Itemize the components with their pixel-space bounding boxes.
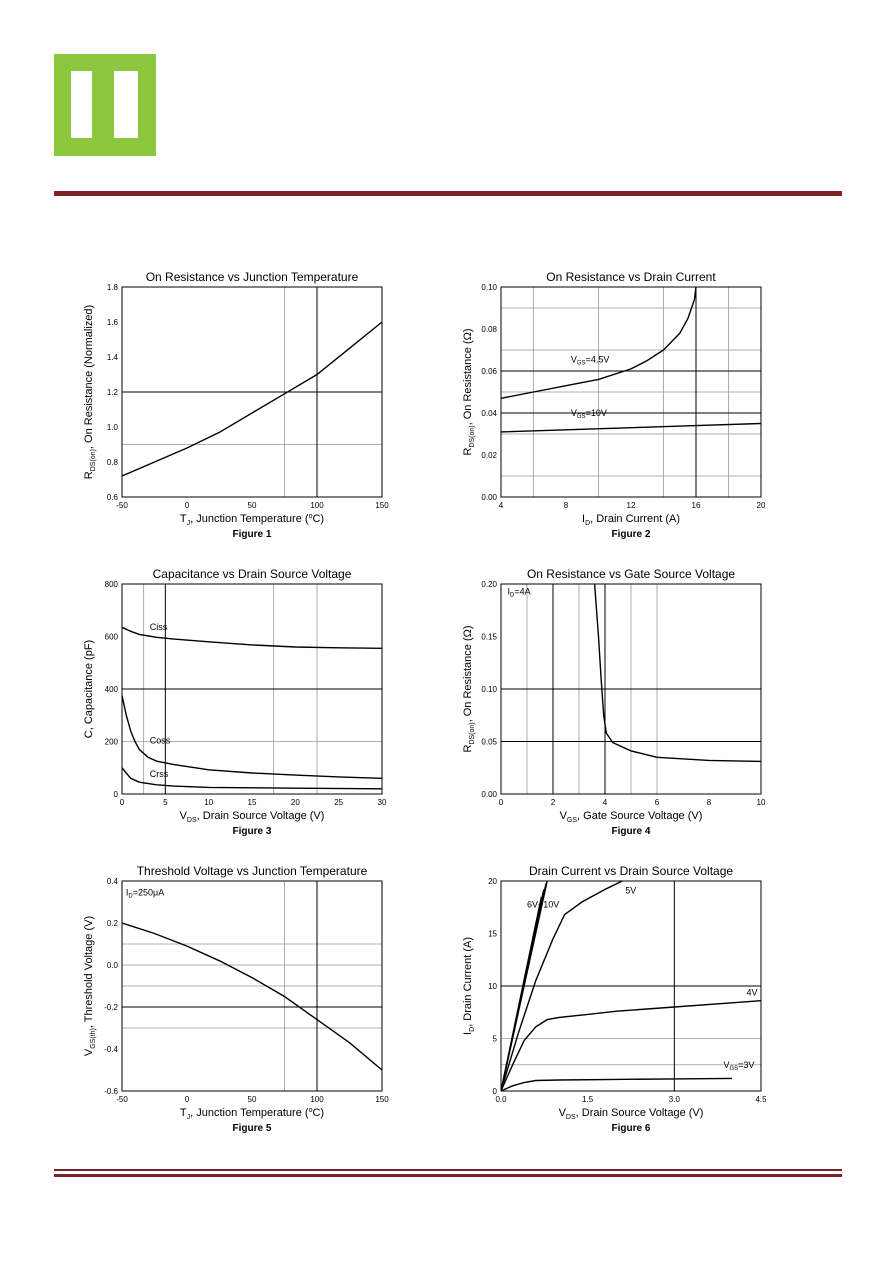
- y-tick-label: 20: [488, 877, 497, 886]
- y-tick-label: 1.4: [106, 353, 118, 362]
- series-line-0: [122, 322, 382, 476]
- annotation-label: Ciss: [149, 621, 168, 632]
- x-tick-label: 8: [706, 798, 712, 807]
- y-tick-label: 0.05: [481, 737, 497, 747]
- y-axis-label: $I_D$, Drain Current (A): [462, 937, 476, 1035]
- chart-title: Capacitance vs Drain Source Voltage: [152, 567, 352, 581]
- annotation-label: $V_{GS}=4.5V$: [570, 354, 610, 367]
- y-tick-label: 0.00: [481, 790, 497, 799]
- series-line-6v: [501, 897, 541, 1091]
- y-tick-label: 0.2: [106, 919, 118, 928]
- y-axis-label: $V_{GS(th)}$, Threshold Voltage (V): [83, 915, 97, 1057]
- y-tick-label: 0.20: [481, 580, 497, 589]
- figure-caption: Figure 1: [232, 529, 272, 540]
- annotation-label: Coss: [149, 735, 171, 746]
- x-tick-label: 150: [375, 1095, 389, 1104]
- figure-4-on-resistance-vs-gate-source-voltage: [449, 559, 779, 844]
- header-rule: [54, 191, 842, 196]
- annotation-label: $V_{GS}=3V$: [723, 1059, 755, 1072]
- annotation-label: 4V: [746, 987, 758, 998]
- y-tick-label: 0.10: [481, 685, 497, 694]
- x-tick-label: 0: [119, 798, 125, 807]
- series-group: [122, 322, 382, 476]
- y-tick-label: 0.00: [481, 493, 497, 502]
- x-tick-label: 50: [247, 501, 257, 510]
- series-line-0: [595, 584, 761, 761]
- y-tick-label: 0.0: [106, 961, 118, 970]
- x-tick-label: 100: [310, 1095, 324, 1104]
- annotation-label: $V_{GS}=10V$: [570, 408, 607, 421]
- y-tick-label: 0.8: [106, 458, 118, 467]
- annotation-label: Crss: [149, 768, 169, 779]
- figure-caption: Figure 3: [232, 826, 272, 837]
- figure-5-threshold-voltage-vs-junction-temperature: [70, 856, 400, 1141]
- x-tick-label: 100: [310, 501, 324, 510]
- figure-caption: Figure 4: [611, 826, 651, 837]
- x-tick-label: 20: [290, 798, 300, 807]
- x-axis-label: $V_{GS}$, Gate Source Voltage (V): [559, 810, 703, 824]
- x-axis-label: $V_{DS}$, Drain Source Voltage (V): [179, 810, 325, 824]
- y-tick-label: 15: [488, 929, 497, 939]
- series-line-1: [501, 424, 761, 432]
- y-tick-label: 0: [113, 790, 118, 799]
- y-tick-label: 0.04: [481, 409, 497, 418]
- y-tick-label: 0.6: [106, 493, 118, 502]
- x-tick-label: 50: [247, 1095, 257, 1104]
- y-tick-label: 0: [492, 1087, 497, 1096]
- x-tick-label: 16: [691, 501, 701, 510]
- y-tick-label: 0.15: [481, 632, 497, 642]
- y-tick-label: 1.6: [106, 318, 118, 327]
- series-line-0: [122, 923, 382, 1070]
- chart-title: Drain Current vs Drain Source Voltage: [528, 864, 734, 878]
- x-tick-label: 12: [626, 501, 636, 510]
- figure-caption: Figure 5: [232, 1123, 272, 1134]
- x-axis-label: $V_{DS}$, Drain Source Voltage (V): [558, 1107, 704, 1121]
- y-tick-label: 400: [104, 685, 118, 694]
- y-tick-label: 0.06: [481, 367, 497, 376]
- x-tick-label: 15: [247, 798, 257, 807]
- y-tick-label: 0.4: [106, 877, 118, 886]
- x-tick-label: 3.0: [668, 1095, 680, 1104]
- x-tick-label: 1.5: [582, 1095, 594, 1104]
- y-tick-label: 1.0: [106, 423, 118, 432]
- y-tick-label: -0.2: [104, 1003, 118, 1012]
- annotation-label: $I_D=4A$: [507, 586, 531, 599]
- series-group: [595, 584, 761, 761]
- figure-caption: Figure 6: [611, 1123, 651, 1134]
- x-tick-label: 150: [375, 501, 389, 510]
- x-tick-label: 0.0: [495, 1095, 507, 1104]
- y-axis-label: $R_{DS(on)}$, On Resistance (Ω): [462, 328, 476, 456]
- series-group: [122, 627, 382, 789]
- x-tick-label: 0: [184, 501, 190, 510]
- figure-2-on-resistance-vs-drain-current: [449, 262, 779, 547]
- y-axis-label: $R_{DS(on)}$, On Resistance (Normalized): [83, 304, 97, 480]
- x-tick-label: 6: [654, 798, 660, 807]
- chart-title: On Resistance vs Drain Current: [546, 270, 716, 284]
- figure-3-capacitance-vs-drain-source-voltage: [70, 559, 400, 844]
- y-tick-label: 600: [104, 632, 118, 642]
- y-tick-label: 1.2: [106, 388, 118, 397]
- x-tick-label: 0: [498, 798, 504, 807]
- series-group: [122, 923, 382, 1070]
- x-tick-label: 30: [377, 798, 387, 807]
- annotation-label: 5V: [625, 885, 637, 896]
- y-tick-label: 5: [492, 1034, 497, 1044]
- x-tick-label: 4: [498, 501, 504, 510]
- y-axis-label: $R_{DS(on)}$, On Resistance (Ω): [462, 625, 476, 753]
- x-tick-label: 5: [163, 798, 168, 807]
- chart-title: Threshold Voltage vs Junction Temperature: [136, 864, 368, 878]
- y-tick-label: 10: [488, 982, 497, 991]
- footer-rule-thick: [54, 1174, 842, 1177]
- figure-caption: Figure 2: [611, 529, 651, 540]
- chart-title: On Resistance vs Gate Source Voltage: [526, 567, 736, 581]
- annotation-label: 6V~10V: [527, 899, 560, 910]
- y-tick-label: 0.02: [481, 451, 497, 460]
- x-tick-label: 0: [184, 1095, 190, 1104]
- series-line-4v: [501, 1001, 761, 1091]
- x-axis-label: $T_J$, Junction Temperature ($^o$C): [179, 1107, 325, 1121]
- y-tick-label: 0.10: [481, 283, 497, 292]
- series-group: [501, 287, 761, 432]
- y-tick-label: 200: [104, 737, 118, 747]
- x-tick-label: -50: [116, 1095, 128, 1104]
- x-tick-label: 25: [334, 798, 344, 807]
- x-axis-label: $I_D$, Drain Current (A): [582, 513, 680, 527]
- x-tick-label: 4.5: [755, 1095, 767, 1104]
- x-tick-label: -50: [116, 501, 128, 510]
- series-line-3v: [501, 1078, 732, 1091]
- y-tick-label: 800: [104, 580, 118, 589]
- y-tick-label: -0.4: [104, 1045, 118, 1054]
- footer-rule-thin: [54, 1169, 842, 1171]
- annotation-label: $I_D=250\mu A$: [125, 887, 165, 900]
- x-tick-label: 10: [204, 798, 214, 807]
- chart-title: On Resistance vs Junction Temperature: [145, 270, 359, 284]
- x-tick-label: 8: [563, 501, 569, 510]
- x-tick-label: 2: [550, 798, 556, 807]
- y-axis-label: C, Capacitance (pF): [83, 639, 95, 739]
- company-logo: [54, 54, 156, 156]
- x-axis-label: $T_J$, Junction Temperature ($^o$C): [179, 513, 325, 527]
- y-tick-label: 0.08: [481, 325, 497, 334]
- y-tick-label: -0.6: [104, 1087, 118, 1096]
- x-tick-label: 20: [756, 501, 766, 510]
- figure-1-on-resistance-vs-junction-temperature: [70, 262, 400, 547]
- x-tick-label: 10: [756, 798, 766, 807]
- x-tick-label: 4: [602, 798, 608, 807]
- y-tick-label: 1.8: [106, 283, 118, 292]
- figure-6-drain-current-vs-drain-source-voltage: [449, 856, 779, 1141]
